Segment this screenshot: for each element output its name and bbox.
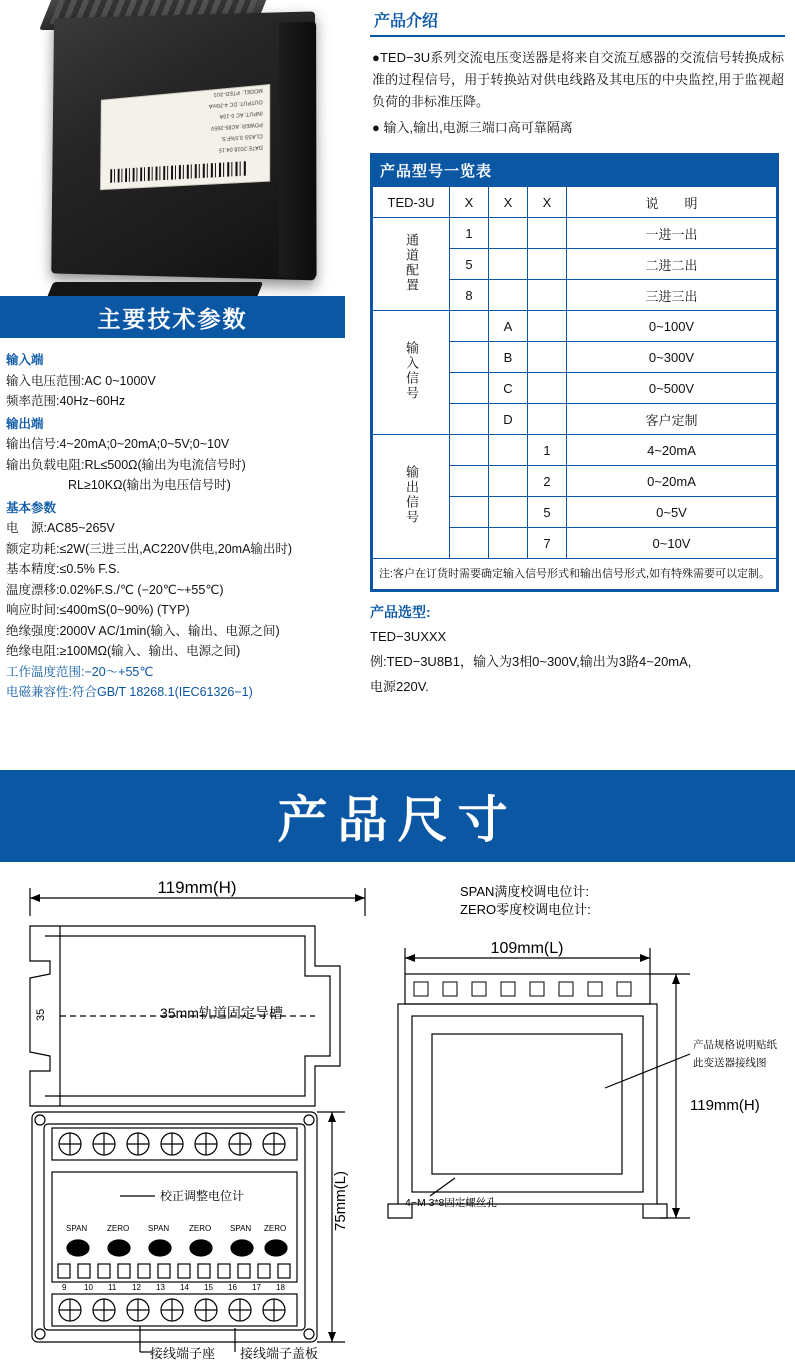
spec-group-title-1: 输出端 bbox=[6, 416, 44, 431]
cell-blank bbox=[450, 435, 489, 466]
photo-body bbox=[51, 11, 315, 280]
cell-desc: 0~500V bbox=[567, 373, 777, 404]
cell-code: A bbox=[489, 311, 528, 342]
bottom-view-terminal-label-2: 接线端子盖板 bbox=[240, 1346, 319, 1361]
photo-label-line-2: INPUT: AC 0-10A bbox=[219, 109, 263, 120]
spec-item-0-1: 频率范围:40Hz~60Hz bbox=[6, 394, 126, 408]
cell-desc: 0~100V bbox=[567, 311, 777, 342]
intro-divider bbox=[370, 35, 785, 37]
spec-item-0-0: 输入电压范围:AC 0~1000V bbox=[6, 373, 156, 388]
photo-label-line-4: CLASS 0.5%F.S. bbox=[220, 132, 263, 142]
cell-desc: 三进三出 bbox=[567, 280, 777, 311]
cell-blank bbox=[528, 218, 567, 249]
table-header-row bbox=[373, 187, 777, 218]
terminal-number-4: 13 bbox=[156, 1283, 165, 1292]
spec-blue-item-1: 电磁兼容性:符合GB/T 18268.1(IEC61326−1) bbox=[6, 685, 253, 699]
cell-blank bbox=[528, 404, 567, 435]
photo-body-side bbox=[279, 22, 317, 279]
cell-code: 5 bbox=[450, 249, 489, 280]
pot-name-3: ZERO bbox=[189, 1224, 212, 1233]
front-view-height-label: 119mm(H) bbox=[690, 1097, 760, 1114]
tech-spec-list bbox=[6, 348, 351, 703]
cell-blank bbox=[450, 373, 489, 404]
cell-blank bbox=[489, 466, 528, 497]
cell-code: 8 bbox=[450, 280, 489, 311]
table-row bbox=[373, 218, 777, 249]
cell-blank bbox=[489, 218, 528, 249]
bottom-view-height-label: 75mm(L) bbox=[332, 1170, 349, 1231]
cell-blank bbox=[489, 528, 528, 559]
terminal-number-1: 10 bbox=[84, 1283, 93, 1292]
spec-item-2-5: 绝缘强度:2000V AC/1min(输入、输出、电源之间) bbox=[6, 623, 280, 638]
cell-code: C bbox=[489, 373, 528, 404]
intro-section-title: 产品介绍 bbox=[374, 13, 439, 30]
table-row bbox=[373, 435, 777, 466]
cell-blank bbox=[528, 373, 567, 404]
pot-name-5: ZERO bbox=[264, 1224, 287, 1233]
spec-item-1-0: 输出信号:4~20mA;0~20mA;0~5V;0~10V bbox=[6, 437, 230, 451]
cell-desc: 二进二出 bbox=[567, 249, 777, 280]
photo-barcode bbox=[110, 161, 248, 183]
spec-blue-item-0: 工作温度范围:−20～+55℃ bbox=[6, 664, 154, 679]
photo-label-line-0: MODEL: PTED-3U1 bbox=[213, 86, 263, 98]
drawings-svg bbox=[0, 866, 795, 1362]
th-x2: X bbox=[489, 187, 528, 218]
th-desc: 说 明 bbox=[567, 187, 777, 218]
pot-name-4: SPAN bbox=[230, 1224, 252, 1233]
cell-code: 1 bbox=[450, 218, 489, 249]
th-x1: X bbox=[450, 187, 489, 218]
cell-code: 2 bbox=[528, 466, 567, 497]
side-view-thickness-label: 35 bbox=[35, 1008, 47, 1021]
cell-blank bbox=[489, 435, 528, 466]
cell-blank bbox=[450, 404, 489, 435]
cell-code: 5 bbox=[528, 497, 567, 528]
group-label-output: 输出信号 bbox=[373, 435, 450, 559]
cell-desc: 0~10V bbox=[567, 528, 777, 559]
selection-line-1: 例:TED−3U8B1，输入为3相0~300V,输出为3路4~20mA, bbox=[370, 654, 692, 669]
front-view-width-label: 109mm(L) bbox=[490, 940, 564, 957]
pot-name-1: ZERO bbox=[107, 1224, 130, 1233]
terminal-number-5: 14 bbox=[180, 1283, 189, 1292]
bottom-view-terminal-label-1: 接线端子座 bbox=[150, 1346, 216, 1361]
cell-blank bbox=[489, 497, 528, 528]
group-label-channel: 通道配置 bbox=[373, 218, 450, 311]
cell-code: 1 bbox=[528, 435, 567, 466]
front-view-note-1: 产品规格说明贴纸 bbox=[693, 1039, 777, 1051]
table-note-row bbox=[373, 559, 777, 590]
cell-blank bbox=[528, 311, 567, 342]
pot-name-0: SPAN bbox=[66, 1224, 88, 1233]
photo-spec-label bbox=[100, 84, 270, 190]
cell-code: B bbox=[489, 342, 528, 373]
terminal-number-7: 16 bbox=[228, 1283, 237, 1292]
spec-group-title-0: 输入端 bbox=[6, 353, 44, 367]
cell-desc: 客户定制 bbox=[567, 404, 777, 435]
spec-item-2-2: 基本精度:≤0.5% F.S. bbox=[6, 562, 120, 576]
group-label-input: 输入信号 bbox=[373, 311, 450, 435]
terminal-number-2: 11 bbox=[108, 1283, 117, 1292]
spec-item-2-6: 绝缘电阻:≥100MΩ(输入、输出、电源之间) bbox=[6, 644, 241, 658]
dimensions-banner-title: 产品尺寸 bbox=[277, 792, 518, 848]
spec-item-2-0: 电 源:AC85~265V bbox=[6, 521, 115, 535]
selection-line-2: 电源220V. bbox=[370, 679, 429, 694]
th-model: TED-3U bbox=[373, 187, 450, 218]
table-row bbox=[373, 311, 777, 342]
front-view-note-3: 4−M 3*8固定螺丝孔 bbox=[405, 1197, 497, 1209]
front-view-span-note-2: ZERO零度校调电位计: bbox=[460, 902, 591, 917]
model-table bbox=[370, 153, 779, 592]
front-view-span-note-1: SPAN满度校调电位计: bbox=[460, 884, 590, 899]
cell-blank bbox=[450, 342, 489, 373]
side-view-width-label: 119mm(H) bbox=[157, 878, 237, 897]
spec-group-title-2: 基本参数 bbox=[6, 500, 57, 515]
side-view-rail-label: 35mm轨道固定导槽 bbox=[160, 1005, 283, 1021]
left-section-heading: 主要技术参数 bbox=[0, 296, 345, 338]
cell-blank bbox=[528, 249, 567, 280]
cell-desc: 0~300V bbox=[567, 342, 777, 373]
terminal-number-0: 9 bbox=[62, 1283, 67, 1292]
right-column bbox=[370, 0, 790, 697]
selection-line-0: TED−3UXXX bbox=[370, 629, 447, 644]
photo-label-line-5: DATE:2018.04.15 bbox=[218, 143, 263, 153]
cell-blank bbox=[450, 497, 489, 528]
photo-label-line-1: OUTPUT: DC 4-20mA bbox=[208, 98, 263, 109]
terminal-number-3: 12 bbox=[132, 1283, 141, 1292]
cell-blank bbox=[450, 311, 489, 342]
cell-blank bbox=[528, 342, 567, 373]
terminal-number-6: 15 bbox=[204, 1283, 213, 1292]
terminal-number-9: 18 bbox=[276, 1283, 285, 1292]
cell-blank bbox=[528, 280, 567, 311]
cell-desc: 一进一出 bbox=[567, 218, 777, 249]
spec-item-1-2: RL≥10KΩ(输出为电压信号时) bbox=[68, 478, 231, 492]
product-photo bbox=[20, 8, 350, 288]
spec-item-2-4: 响应时间:≤400mS(0~90%) (TYP) bbox=[6, 603, 190, 617]
model-table-title: 产品型号一览表 bbox=[372, 155, 777, 186]
front-view-note-2: 此变送器接线图 bbox=[693, 1057, 767, 1069]
cell-blank bbox=[489, 249, 528, 280]
pot-name-2: SPAN bbox=[148, 1224, 170, 1233]
terminal-number-8: 17 bbox=[252, 1283, 261, 1292]
spec-item-1-1: 输出负载电阻:RL≤500Ω(输出为电流信号时) bbox=[6, 457, 246, 472]
bottom-view-pot-label: 校正调整电位计 bbox=[160, 1189, 245, 1203]
cell-desc: 0~5V bbox=[567, 497, 777, 528]
intro-paragraph-2: ● 输入,输出,电源三端口高可靠隔离 bbox=[372, 120, 573, 135]
spec-item-2-3: 温度漂移:0.02%F.S./℃ (−20℃~+55℃) bbox=[6, 582, 224, 597]
cell-blank bbox=[450, 466, 489, 497]
table-note: 注:客户在订货时需要确定输入信号形式和输出信号形式,如有特殊需要可以定制。 bbox=[373, 559, 777, 590]
photo-label-line-3: POWER: AC85-265V bbox=[210, 120, 263, 131]
cell-code: 7 bbox=[528, 528, 567, 559]
cell-desc: 4~20mA bbox=[567, 435, 777, 466]
dimension-drawings bbox=[0, 866, 795, 1362]
selection-title: 产品选型: bbox=[370, 604, 431, 620]
cell-desc: 0~20mA bbox=[567, 466, 777, 497]
cell-blank bbox=[489, 280, 528, 311]
th-x3: X bbox=[528, 187, 567, 218]
intro-paragraph-1: ●TED−3U系列交流电压变送器是将来自交流互感器的交流信号转换成标准的过程信号，用于转换站对供电线路及其电压的中央监控,用于监视超负荷的非标准压降。 bbox=[372, 50, 784, 109]
cell-code: D bbox=[489, 404, 528, 435]
spec-item-2-1: 额定功耗:≤2W(三进三出,AC220V供电,20mA输出时) bbox=[6, 541, 293, 556]
cell-blank bbox=[450, 528, 489, 559]
dimensions-banner bbox=[0, 770, 795, 862]
